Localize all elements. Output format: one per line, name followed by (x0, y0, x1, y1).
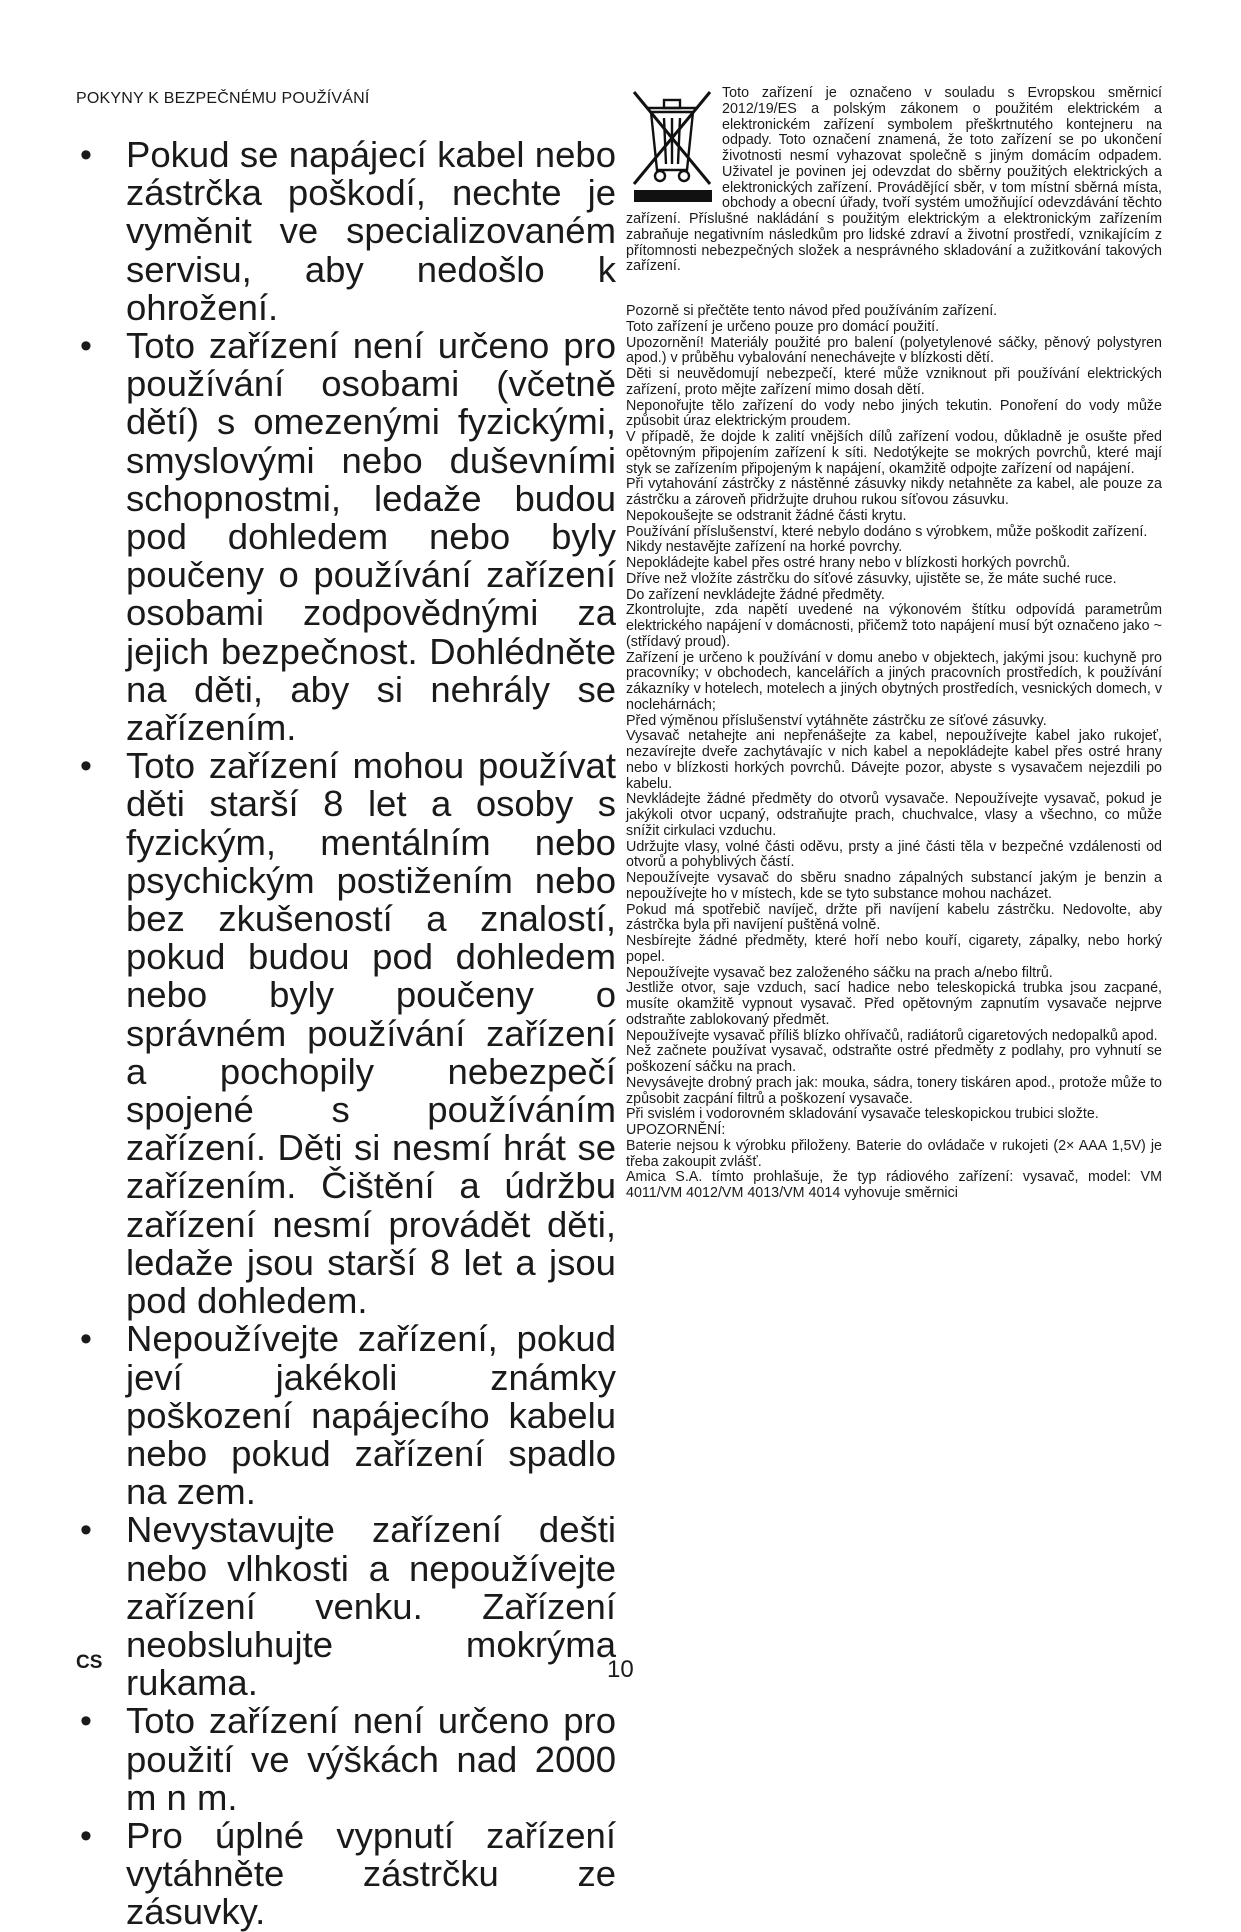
instruction-paragraph: Baterie nejsou k výrobku přiloženy. Baterie do ovládače v rukojeti (2× AAA 1,5V) je třeba zakoupit zvlášť. (626, 1137, 1162, 1170)
instruction-paragraph: Vysavač netahejte ani nepřenášejte za kabel, nepoužívejte kabel jako rukojeť, nezavírejte dveře zachytávajíc v nich kabel a nepokládejte kabel přes ostré hrany nebo v blízkosti horkých povrchů. Dávejte pozor, abyste s vysavačem nejezdili po kabelu. (626, 728, 1162, 792)
instruction-paragraph: Při svislém i vodorovném skladování vysavače teleskopickou trubici složte. (626, 1106, 1099, 1123)
instruction-paragraph: Děti si neuvědomují nebezpečí, které může vzniknout při používání elektrických zařízení, proto mějte zařízení mimo dosah dětí. (626, 366, 1162, 398)
instruction-paragraph: Udržujte vlasy, volné části oděvu, prsty a jiné části těla v bezpečné vzdálenosti od otvorů a pohyblivých částí. (626, 838, 1162, 871)
instruction-paragraph: Pozorně si přečtěte tento návod před používáním zařízení. (626, 303, 998, 319)
instruction-paragraph: Při vytahování zástrčky z nástěnné zásuvky nikdy netahněte za kabel, ale pouze za zástrčku a zároveň přidržujte druhou rukou síťovou zásuvku. (626, 476, 1162, 508)
bullet-item: • Nepoužívejte zařízení, pokud jeví jakékoli známky poškození napájecího kabelu nebo pokud zařízení spadlo na zem. (76, 1320, 616, 1511)
language-code: CS (76, 1652, 103, 1673)
instruction-paragraph: Neponořujte tělo zařízení do vody nebo jiných tekutin. Ponoření do vody může způsobit úraz elektrickým proudem. (626, 397, 1162, 430)
instruction-paragraph: Do zařízení nevkládejte žádné předměty. (626, 586, 885, 603)
instruction-paragraph: V případě, že dojde k zalití vnějších dílů zařízení vodou, důkladně je osušte před opětovným připojením zařízení k síti. Nedotýkejte se mokrých povrchů, které mají styk se zařízením připojeným k napájení, okamžitě odpojte zařízení od napájení. (626, 429, 1162, 477)
instructions-column (626, 86, 1162, 1202)
weee-bin-icon (626, 86, 718, 202)
instruction-paragraph: Nepoužívejte vysavač příliš blízko ohřívačů, radiátorů cigaretových nedopalků apod. (626, 1027, 1158, 1044)
weee-bar (634, 190, 712, 202)
page-number: 10 (607, 1656, 634, 1683)
instruction-paragraph: Nesbírejte žádné předměty, které hoří nebo kouří, cigarety, zápalky, nebo horký popel. (626, 933, 1162, 965)
warning-label: UPOZORNĚNÍ: (626, 1122, 726, 1138)
instruction-paragraph: Nevysávejte drobný prach jak: mouka, sádra, tonery tiskáren apod., protože může to způsobit zacpání filtrů a poškození vysavače. (626, 1074, 1162, 1107)
bullet-item: • Toto zařízení není určeno pro použití ve výškách nad 2000 m n m. (76, 1702, 616, 1817)
instruction-paragraph: Nevkládejte žádné předměty do otvorů vysavače. Nepoužívejte vysavač, pokud je jakýkoli otvor ucpaný, odstraňujte prach, chuchvalce, vlasy a všechno, co může snížit cirkulaci vzduchu. (626, 791, 1162, 839)
bullet-item: • Nevystavujte zařízení dešti nebo vlhkosti a nepoužívejte zařízení venku. Zařízení neobsluhujte mokrýma rukama. (76, 1511, 616, 1702)
bullet-item: • Toto zařízení mohou používat děti starší 8 let a osoby s fyzickým, mentálním nebo psychickým postižením nebo bez zkušeností a znalostí, pokud budou pod dohledem nebo byly poučeny o správném používání zařízení a pochopily nebezpečí spojené s používáním zařízení. Děti si nesmí hrát se zařízením. Čištění a údržbu zařízení nesmí provádět děti, ledaže jsou starší 8 let a jsou pod dohledem. (76, 747, 616, 1320)
instruction-paragraph: Dříve než vložíte zástrčku do síťové zásuvky, ujistěte se, že máte suché ruce. (626, 570, 1117, 587)
instruction-paragraph: Jestliže otvor, saje vzduch, sací hadice nebo teleskopická trubka jsou zacpané, musíte okamžitě vypnout vysavač. Před opětovným zapnutím vysavače nejprve odstraňte zablokovaný předmět. (626, 980, 1162, 1028)
bullet-item: • Toto zařízení není určeno pro používání osobami (včetně dětí) s omezenými fyzickými, smyslovými nebo duševními schopnostmi, ledaže budou pod dohledem nebo byly poučeny o používání zařízení osobami zodpovědnými za jejich bezpečnost. Dohlédněte na děti, aby si nehrály se zařízením. (76, 327, 616, 747)
instruction-paragraph: Nepokládejte kabel přes ostré hrany nebo v blízkosti horkých povrchů. (626, 555, 1071, 571)
instruction-paragraph: Zařízení je určeno k používání v domu anebo v objektech, jakými jsou: kuchyně pro pracovníky; v obchodech, kancelářích a jiných pracovních prostředích, k používání zákazníky v hotelech, motelech a jiných obytných prostředích, vesnických domech, v noclehárnách; (626, 649, 1162, 713)
instruction-paragraph: Nikdy nestavějte zařízení na horké povrchy. (626, 539, 903, 556)
instruction-paragraph: Zkontrolujte, zda napětí uvedené na výkonovém štítku odpovídá parametrům elektrického napájení v domácnosti, přičemž toto napájení musí být označeno jako ~ (střídavý proud). (626, 602, 1162, 650)
instruction-paragraph: Než začnete používat vysavač, odstraňte ostré předměty z podlahy, pro vyhnutí se poškození sáčku na prach. (626, 1043, 1162, 1075)
instruction-paragraph: Amica S.A. tímto prohlašuje, že typ rádiového zařízení: vysavač, model: VM 4011/VM 4012/VM 4013/VM 4014 vyhovuje směrnici (626, 1169, 1162, 1201)
instruction-paragraph: Toto zařízení je určeno pouze pro domácí použití. (626, 318, 940, 335)
safety-bullets-column (76, 136, 616, 1932)
safety-bullet-list (76, 136, 616, 1932)
section-gap (626, 275, 1162, 304)
weee-text: Toto zařízení je označeno v souladu s Evropskou směrnicí 2012/19/ES a polským zákonem o použitém elektrickém a elektronickém zařízení symbolem přeškrtnutého kontejneru na odpady. Toto označení znamená, že toto zařízení se po ukončení životnosti nesmí vyhazovat společně s jiným domácím odpadem. Uživatel je povinen jej odevzdat do sběrny použitých elektrických a elektronických zařízení. Provádějící sběr, v tom místní sběrná místa, obchody a obecní úřady, tvoří systém umožňující odevzdávání těchto zařízení. Příslušné nakládání s použitým elektrickým a elektronickým zařízením zabraňuje negativním následkům pro lidské zdraví a životní prostředí, vznikajícím z přítomnosti nebezpečných složek a nesprávného skladování a zužitkování takových zařízení. (626, 85, 1162, 275)
instruction-paragraph: Používání příslušenství, které nebylo dodáno s výrobkem, může poškodit zařízení. (626, 523, 1148, 540)
bullet-item: • Pokud se napájecí kabel nebo zástrčka poškodí, nechte je vyměnit ve specializovaném servisu, aby nedošlo k ohrožení. (76, 136, 616, 327)
instruction-paragraph: Nepokoušejte se odstranit žádné části krytu. (626, 507, 907, 524)
instruction-paragraph: Pokud má spotřebič navíječ, držte při navíjení kabelu zástrčku. Nedovolte, aby zástrčka byla při navíjení puštěná volně. (626, 901, 1162, 934)
instruction-paragraph: Upozornění! Materiály použité pro balení (polyetylenové sáčky, pěnový polystyren apod.) v průběhu vybalování nenechávejte v blízkosti dětí. (626, 334, 1162, 367)
page-heading: POKYNY K BEZPEČNÉMU POUŽÍVÁNÍ (76, 90, 370, 107)
bullet-item: • Pro úplné vypnutí zařízení vytáhněte zástrčku ze zásuvky. (76, 1817, 616, 1932)
instruction-paragraph: Před výměnou příslušenství vytáhněte zástrčku ze síťové zásuvky. (626, 712, 1047, 729)
instruction-paragraph: Nepoužívejte vysavač bez založeného sáčku na prach a/nebo filtrů. (626, 964, 1053, 981)
instruction-paragraph: Nepoužívejte vysavač do sběru snadno zápalných substancí jakým je benzin a nepoužívejte ho v místech, kde se tyto substance mohou nacházet. (626, 870, 1162, 902)
